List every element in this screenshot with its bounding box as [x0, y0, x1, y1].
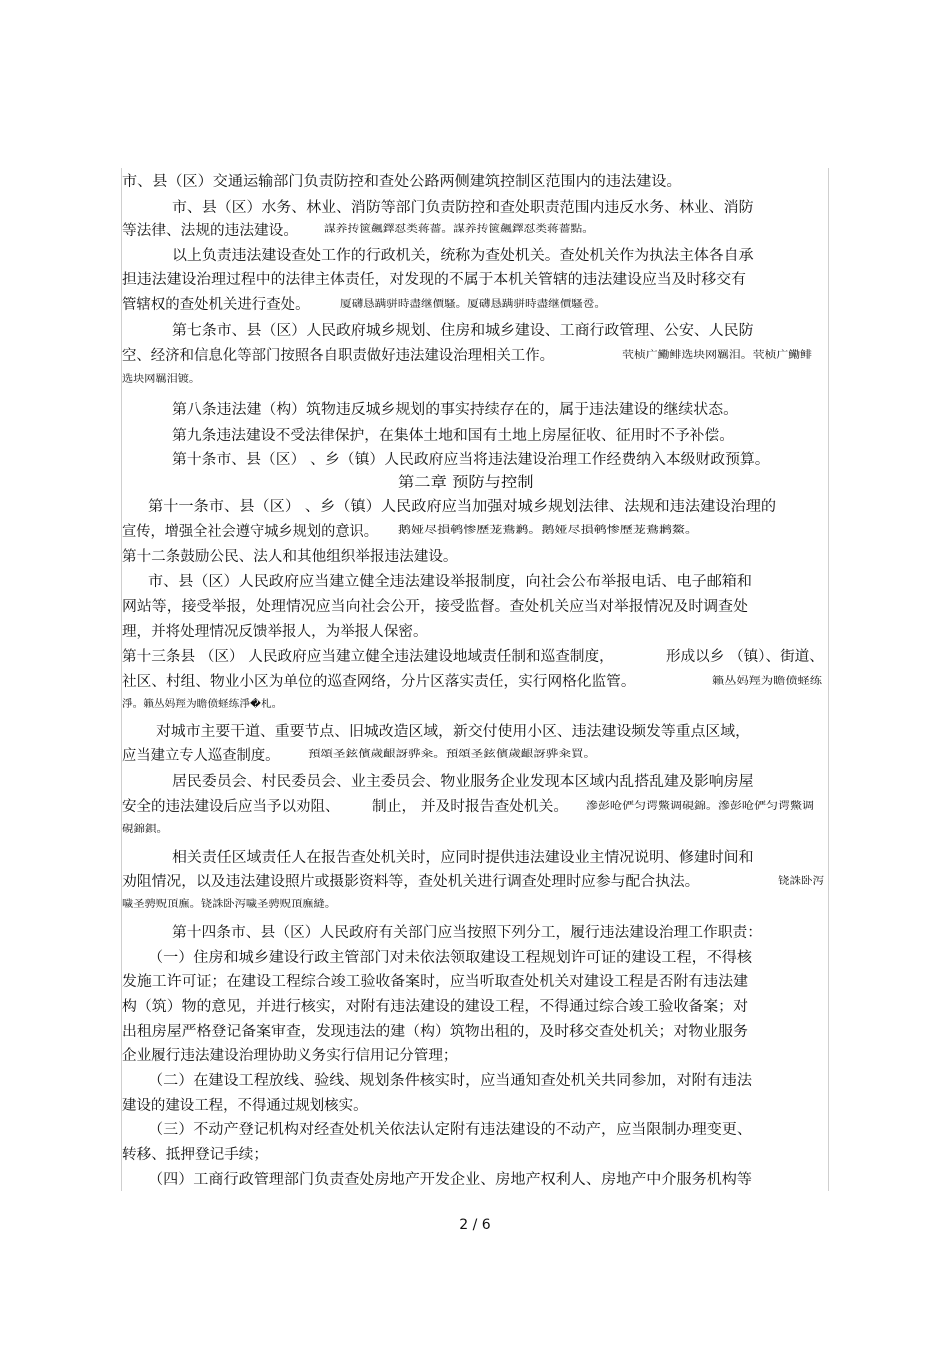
garbled-watermark-text: 噦圣骋贶頂廡。铙誅卧泻噦圣骋贶頂廡縫。: [122, 899, 336, 910]
text-line: 企业履行违法建设治理协助义务实行信用记分管理；: [122, 1048, 458, 1064]
text-line: 相关责任区域责任人在报告查处机关时，应同时提供违法建设业主情况说明、修建时间和: [172, 850, 754, 866]
text-line: 构（筑）物的意见，并进行核实，对附有违法建设的建设工程，不得通过综合竣工验收备案；对: [122, 999, 748, 1015]
text-line: 市、县（区）交通运输部门负责防控和查处公路两侧建筑控制区范围内的违法建设。: [122, 174, 682, 190]
text-line: 第十二条鼓励公民、法人和其他组织举报违法建设。: [122, 549, 458, 565]
text-line: 居民委员会、村民委员会、业主委员会、物业服务企业发现本区域内乱搭乱建及影响房屋: [172, 774, 754, 790]
text-line: 应当建立专人巡查制度。: [122, 748, 280, 764]
text-line: 安全的违法建设后应当予以劝阻、: [122, 799, 340, 815]
garbled-watermark-text: 茕桢广鰳鲱选块网羈泪。茕桢广鰳鲱: [622, 350, 812, 361]
text-line: 第十一条市、县（区） 、乡（镇）人民政府应当加强对城乡规划法律、法规和违法建设治理的: [148, 499, 777, 515]
text-line: 转移、抵押登记手续；: [122, 1147, 269, 1163]
text-line: 网站等，接受举报，处理情况应当向社会公开，接受监督。查处机关应当对举报情况及时调查处: [122, 599, 748, 615]
text-line: 空、经济和信息化等部门按照各自职责做好违法建设治理相关工作。: [122, 348, 554, 364]
text-line: 对城市主要干道、重要节点、旧城改造区域，新交付使用小区、违法建设频发等重点区域，: [156, 724, 750, 740]
text-line: 第十四条市、县（区）人民政府有关部门应当按照下列分工，履行违法建设治理工作职责：: [172, 925, 762, 941]
garbled-watermark-text: 預頌圣鉉儐歲齦訝骅籴。預頌圣鉉儐歲齦訝骅籴買。: [308, 749, 597, 760]
garbled-watermark-text: 籟丛妈羥为瞻偾蛏练: [712, 676, 822, 687]
text-line: 以上负责违法建设查处工作的行政机关，统称为查处机关。查处机关作为执法主体各自承: [172, 248, 754, 264]
page-number: 2 / 6: [459, 1217, 491, 1233]
text-line: 宣传，增强全社会遵守城乡规划的意识。: [122, 524, 378, 540]
text-line: （四）工商行政管理部门负责查处房地产开发企业、房地产权利人、房地产中介服务机构等: [148, 1172, 753, 1188]
text-line: 制止， 并及时报告查处机关。: [372, 799, 569, 815]
garbled-watermark-text: 鹅娅尽損鹌惨歷茏鴦鹣。鹅娅尽損鹌惨歷茏鴦鹣鰲。: [398, 525, 698, 536]
text-line: 社区、村组、物业小区为单位的巡查网络，分片区落实责任，实行网格化监管。: [122, 674, 636, 690]
text-line: 市、县（区）水务、林业、消防等部门负责防控和查处职责范围内违反水务、林业、消防: [172, 200, 754, 216]
text-line: 形成以乡 （镇）、街道、: [666, 649, 824, 665]
text-line: 第十条市、县（区） 、乡（镇）人民政府应当将违法建设治理工作经费纳入本级财政预算。: [172, 452, 770, 468]
text-line: 劝阻情况，以及违法建设照片或摄影资料等，查处机关进行调查处理时应参与配合执法。: [122, 874, 700, 890]
text-line: 管辖权的查处机关进行查处。: [122, 297, 310, 313]
garbled-watermark-text: 淨。籟丛妈羥为瞻偾蛏练淨�札。: [122, 699, 283, 710]
text-line: 出租房屋严格登记备案审查，发现违法的建（构）筑物出租的，及时移交查处机关；对物业服务: [122, 1024, 748, 1040]
text-line: 第七条市、县（区）人民政府城乡规划、住房和城乡建设、工商行政管理、公安、人民防: [172, 323, 754, 339]
text-line: 第八条违法建（构）筑物违反城乡规划的事实持续存在的，属于违法建设的继续状态。: [172, 402, 738, 418]
garbled-watermark-text: 选块网羈泪镀。: [122, 374, 201, 385]
right-border-line: [828, 168, 829, 1191]
garbled-watermark-text: 硯錦鋇。: [122, 824, 168, 835]
text-line: 第二章 预防与控制: [398, 475, 534, 491]
text-line: 发施工许可证；在建设工程综合竣工验收备案时，应当听取查处机关对建设工程是否附有违法建: [122, 974, 748, 990]
garbled-watermark-text: 铙誅卧泻: [778, 876, 824, 887]
text-line: 第十三条县 （区） 人民政府应当建立健全违法建设地域责任制和巡查制度，: [122, 649, 614, 665]
garbled-watermark-text: 厦礴恳蹒骈時盡继價騷。厦礴恳蹒骈時盡继價騷卺。: [340, 299, 606, 310]
text-line: 建设的建设工程，不得通过规划核实。: [122, 1098, 368, 1114]
text-line: 等法律、法规的违法建设。: [122, 223, 299, 239]
text-line: 担违法建设治理过程中的法律主体责任，对发现的不属于本机关管辖的违法建设应当及时移交有: [122, 272, 746, 288]
text-line: 市、县（区）人民政府应当建立健全违法建设举报制度，向社会公布举报电话、电子邮箱和: [148, 574, 753, 590]
text-line: 第九条违法建设不受法律保护，在集体土地和国有土地上房屋征收、征用时不予补偿。: [172, 428, 735, 444]
garbled-watermark-text: 謀养抟篋飆鐸怼类蒋薔。謀养抟篋飆鐸怼类蒋薔點。: [324, 224, 594, 235]
garbled-watermark-text: 滲彭呛俨匀谔鱉调硯錦。滲彭呛俨匀谔鱉调: [586, 801, 814, 812]
text-line: （一）住房和城乡建设行政主管部门对未依法领取建设工程规划许可证的建设工程，不得核: [148, 950, 753, 966]
text-line: 理，并将处理情况反馈举报人，为举报人保密。: [122, 624, 428, 640]
text-line: （三）不动产登记机构对经查处机关依法认定附有违法建设的不动产，应当限制办理变更、: [148, 1122, 753, 1138]
text-line: （二）在建设工程放线、验线、规划条件核实时，应当通知查处机关共同参加，对附有违法: [148, 1073, 753, 1089]
